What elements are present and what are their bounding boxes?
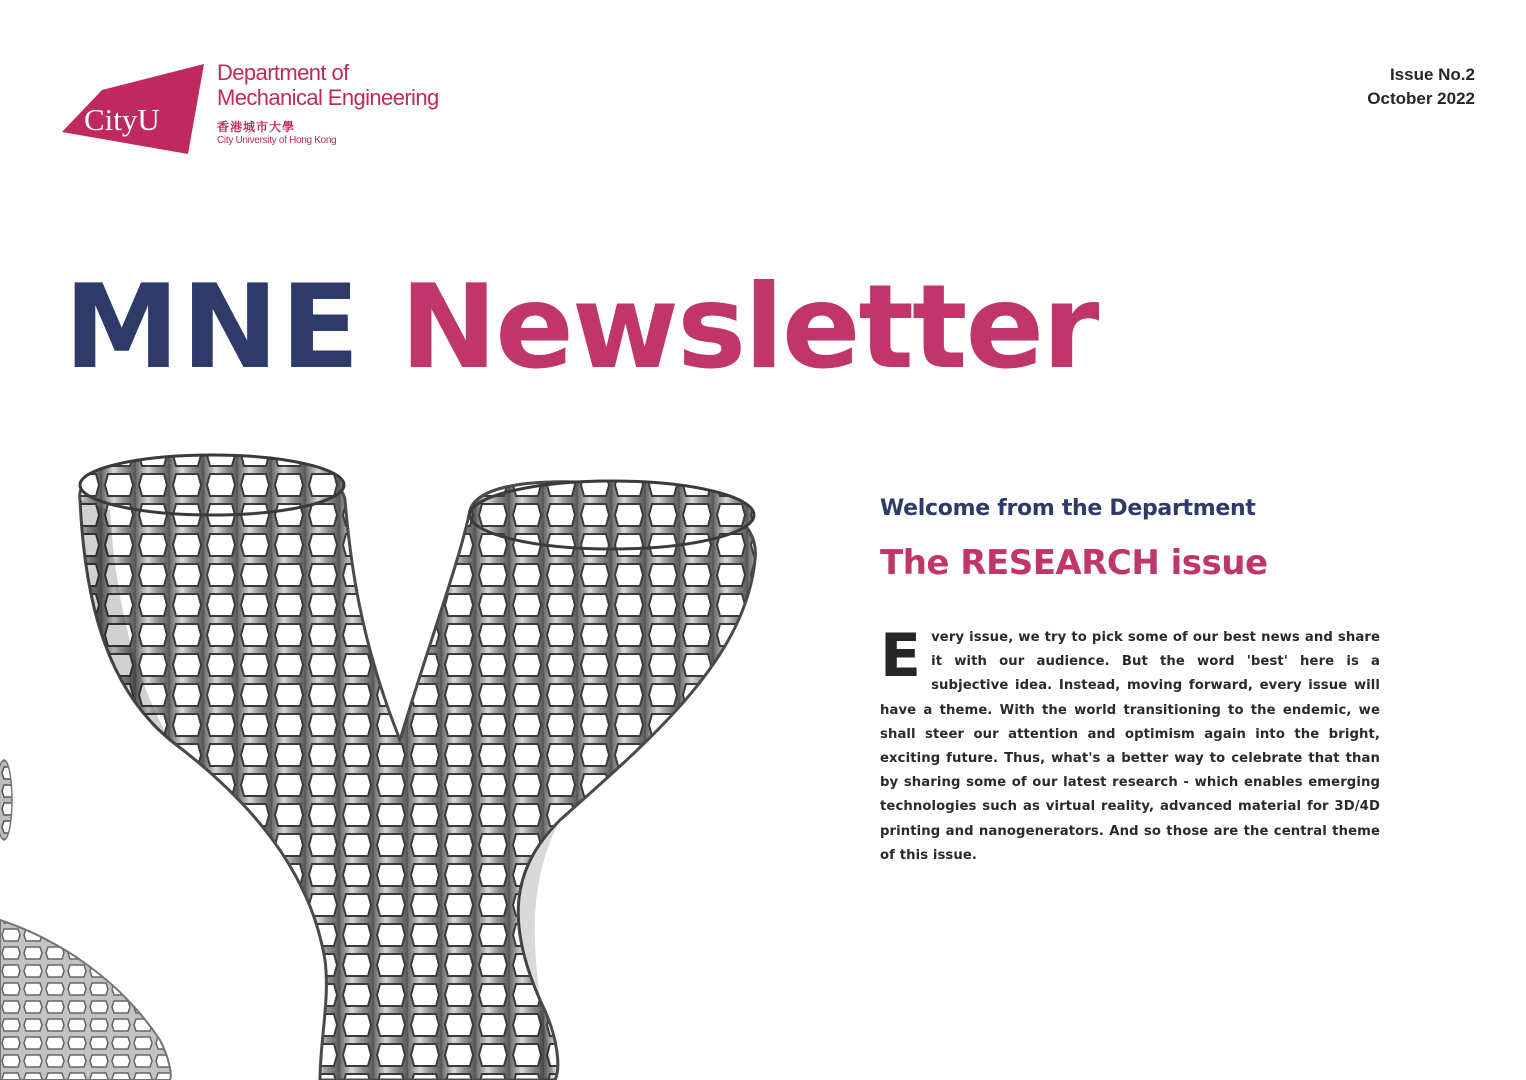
article-title: The RESEARCH issue xyxy=(880,543,1268,583)
newsletter-title-mne: MNE xyxy=(64,260,362,395)
cityu-logo-icon xyxy=(62,62,207,154)
welcome-article xyxy=(880,490,1380,868)
article-body-text: very issue, we try to pick some of our best news and share it with our audience. But the word 'best' here is a subjective idea. Instead, moving forward, every issue will have a theme. With the world transitioning to the endemic, we shall steer our attention and optimism again into the bright, exciting future. Thus, what's a better way to celebrate that than by sharing some of our latest research - which enables emerging technologies such as virtual reality, advanced material for 3D/4D printing and nanogenerators. And so those are the central theme of this issue. xyxy=(880,630,1380,863)
logo-wordmark: CityU xyxy=(84,102,160,137)
article-kicker: Welcome from the Department xyxy=(880,496,1256,521)
university-chinese-name: 香港城市大學 xyxy=(217,120,296,134)
newsletter-title-newsletter: Newsletter xyxy=(400,260,1098,395)
logo-text-block xyxy=(217,60,439,147)
drop-cap: E xyxy=(880,621,922,691)
department-name-line1: Department of xyxy=(217,60,349,85)
department-name-line2: Mechanical Engineering xyxy=(217,85,439,110)
newsletter-title xyxy=(64,258,1097,398)
issue-number: Issue No.2 xyxy=(1389,65,1475,84)
issue-date: October 2022 xyxy=(1367,89,1475,108)
lattice-tube-icon xyxy=(0,440,800,1080)
university-name: City University of Hong Kong xyxy=(217,135,337,146)
article-body xyxy=(880,621,1380,868)
issue-meta xyxy=(1367,63,1475,111)
cityu-logo xyxy=(62,60,462,160)
